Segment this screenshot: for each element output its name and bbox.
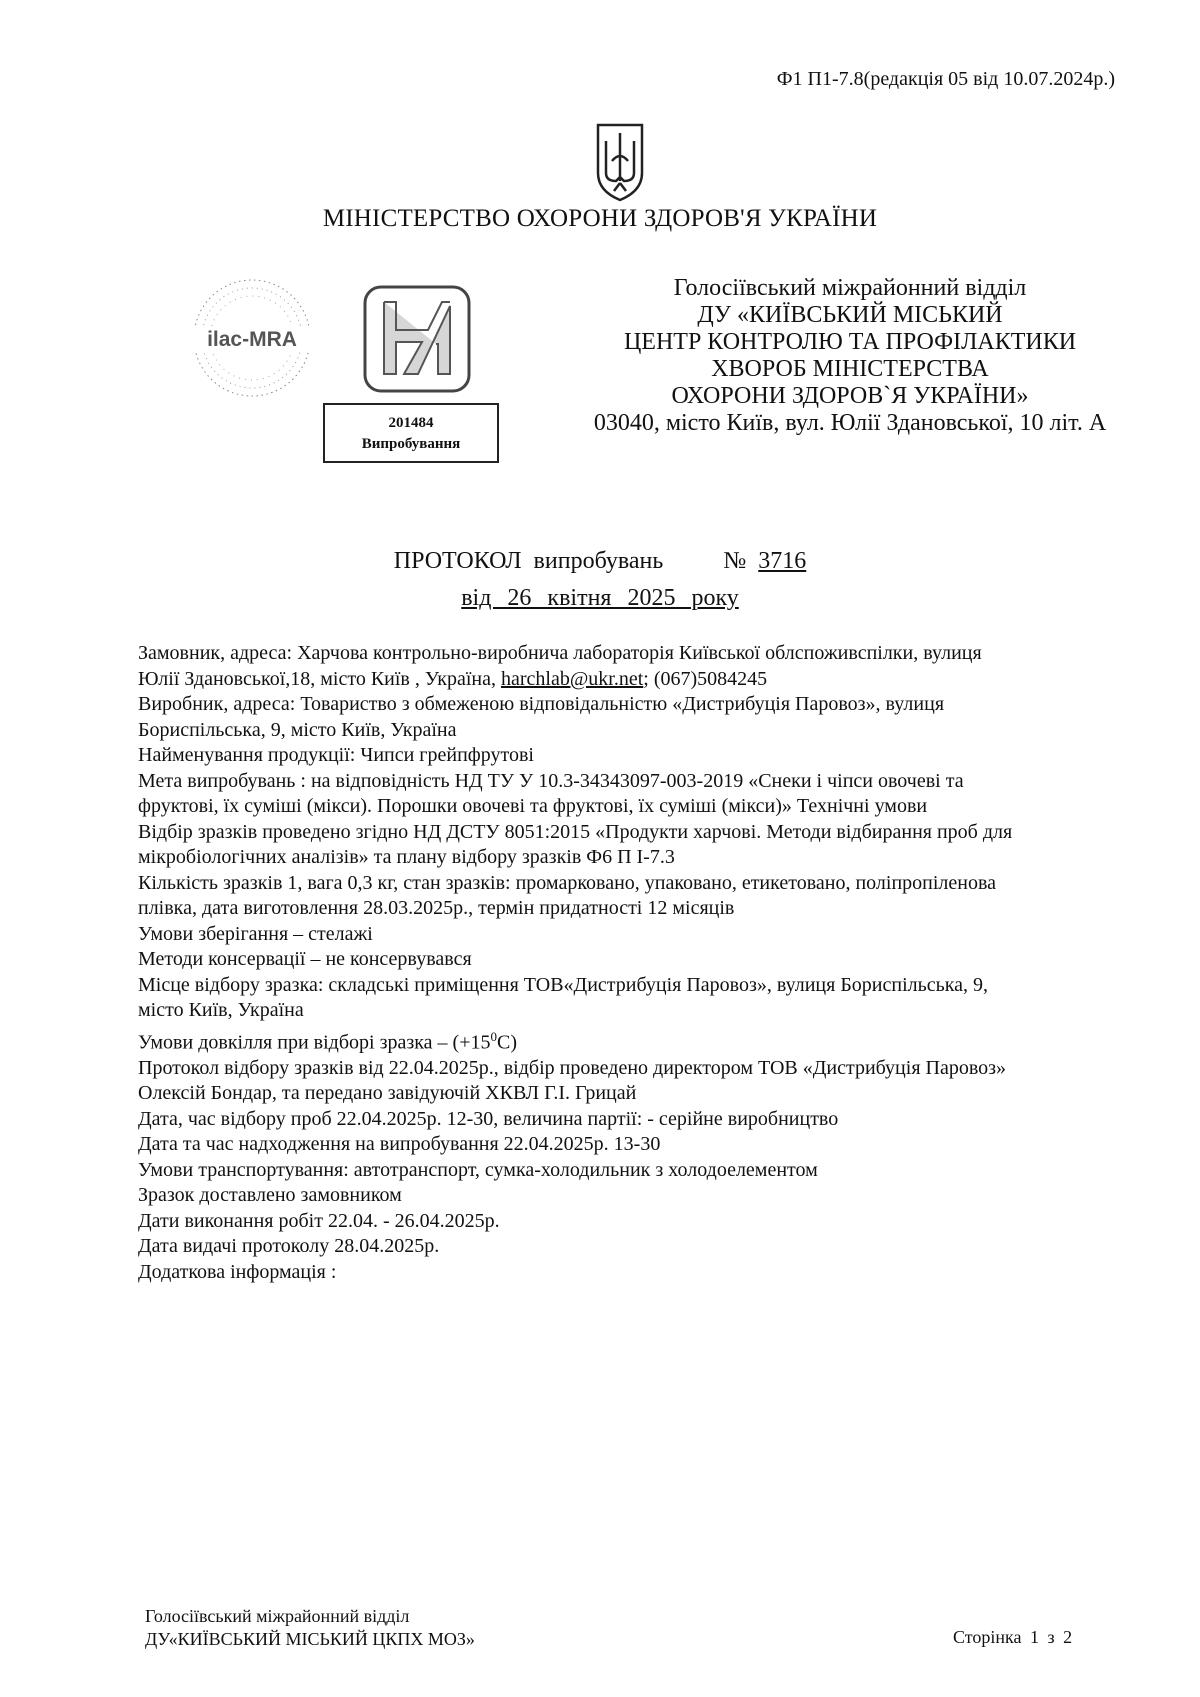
place-line: Місце відбору зразка: складські приміщення ТОВ«Дистрибуція Паровоз», вулиця Бориспільська, 9, (138, 973, 989, 996)
footer-organization (145, 1605, 475, 1651)
page-number: Сторінка 1 з 2 (953, 1627, 1073, 1647)
org-line-1: Голосіївський міжрайонний відділ (673, 275, 1027, 301)
org-line-5: ОХОРОНИ ЗДОРОВ`Я УКРАЇНИ» (671, 383, 1029, 409)
protocol-number-label: № (723, 548, 747, 574)
protocol-title-text: ПРОТОКОЛ випробувань (393, 548, 664, 574)
sampling-line: Відбір зразків проведено згідно НД ДСТУ 8051:2015 «Продукти харчові. Методи відбирання проб для (138, 820, 1013, 843)
coat-of-arms-icon (592, 121, 648, 203)
issue-date-line: Дата видачі протоколу 28.04.2025р. (138, 1235, 440, 1258)
receipt-datetime-line: Дата та час надходження на випробування 22.04.2025р. 13-30 (138, 1133, 661, 1156)
manufacturer-line: Бориспільська, 9, місто Київ, Україна (138, 718, 457, 741)
quantity-line: Кількість зразків 1, вага 0,3 кг, стан зразків: промарковано, упаковано, етикетовано, поліпропіленова (138, 871, 997, 894)
customer-line: Замовник, адреса: Харчова контрольно-виробнича лабораторія Київської облспоживспілки, вулиця (138, 642, 982, 664)
footer-line-1: Голосіївський міжрайонний відділ (145, 1606, 410, 1626)
purpose-line: фруктові, їх суміші (мікси). Порошки овочеві та фруктові, їх суміші (мікси)» Технічні умови (138, 795, 928, 817)
ministry-title: МІНІСТЕРСТВО ОХОРОНИ ЗДОРОВ'Я УКРАЇНИ (322, 205, 878, 232)
purpose-line: Мета випробувань : на відповідність НД ТУ У 10.3-34343097-003-2019 «Снеки і чіпси овочеві та (138, 769, 964, 792)
ilac-text: ilac-MRA (207, 328, 297, 351)
accreditation-logo (362, 284, 472, 394)
org-line-2: ДУ «КИЇВСЬКИЙ МІСЬКИЙ (697, 302, 1003, 328)
organization-header (580, 275, 1120, 437)
work-dates-line: Дати виконання робіт 22.04. - 26.04.2025р. (138, 1209, 500, 1232)
customer-line: Юлії Здановської,18, місто Київ , Україна, harchlab@ukr.net; (067)5084245 (138, 667, 768, 690)
form-code: Ф1 П1-7.8(редакція 05 від 10.07.2024р.) (776, 68, 1115, 90)
quantity-line: плівка, дата виготовлення 28.03.2025р., термін придатності 12 місяців (138, 897, 735, 919)
protocol-number: 3716 (758, 548, 807, 574)
org-line-4: ХВОРОБ МІНІСТЕРСТВА (711, 356, 989, 382)
sampling-protocol-line: Протокол відбору зразків від 22.04.2025р., відбір проведено директором ТОВ «Дистрибуція Паровоз» (138, 1056, 1007, 1079)
additional-info-line: Додаткова інформація : (138, 1260, 337, 1283)
sampling-protocol-line: Олексій Бондар, та передано завідуючій ХКВЛ Г.І. Грицай (138, 1082, 637, 1105)
sampling-datetime-line: Дата, час відбору проб 22.04.2025р. 12-30, величина партії: - серійне виробництво (138, 1107, 839, 1130)
product-line: Найменування продукції: Чипси грейпфрутові (138, 744, 534, 766)
org-address: 03040, місто Київ, вул. Юлії Здановської, 10 літ. А (593, 410, 1107, 436)
protocol-body (138, 641, 1140, 1285)
storage-line: Умови зберігання – стелажі (138, 922, 373, 945)
delivered-line: Зразок доставлено замовником (138, 1184, 402, 1207)
accreditation-type: Випробування (361, 436, 461, 452)
transport-line: Умови транспортування: автотранспорт, сумка-холодильник з холодоелементом (138, 1158, 818, 1181)
preservation-line: Методи консервації – не консервувався (138, 948, 472, 970)
protocol-date: від 26 квітня 2025 року (461, 585, 739, 611)
accreditation-box (323, 403, 499, 463)
ilac-mra-logo (188, 274, 316, 402)
footer-line-2: ДУ«КИЇВСЬКИЙ МІСЬКИЙ ЦКПХ МОЗ» (145, 1629, 475, 1649)
protocol-title (0, 548, 1200, 575)
accreditation-number: 201484 (388, 415, 434, 431)
environment-line: Умови довкілля при відборі зразка – $(+15^0С)$ (138, 1028, 517, 1054)
customer-email-link[interactable]: harchlab@ukr.net (501, 667, 644, 690)
place-line: місто Київ, Україна (138, 999, 304, 1021)
manufacturer-line: Виробник, адреса: Товариство з обмеженою відповідальністю «Дистрибуція Паровоз», вулиця (138, 693, 945, 715)
sampling-line: мікробіологічних аналізів» та плану відбору зразків Ф6 П І-7.3 (138, 846, 675, 868)
org-line-3: ЦЕНТР КОНТРОЛЮ ТА ПРОФІЛАКТИКИ (623, 329, 1077, 355)
